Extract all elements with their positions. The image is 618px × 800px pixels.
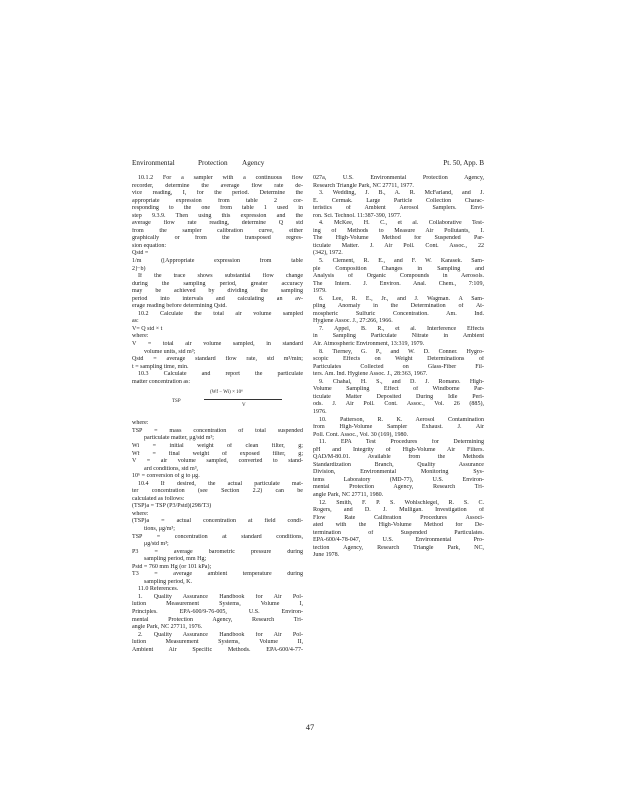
reference-line: Division, Environmental Monitoring Sys- bbox=[313, 469, 484, 476]
text-line: ter concentration (see Section 2.2) can be bbox=[132, 488, 303, 495]
text-line: responding to the one from table 1 used in bbox=[132, 205, 303, 212]
reference-line: ters. Am. Ind. Hygiene Assoc. J., 28:363, 1967. bbox=[313, 371, 428, 378]
text-line: graphically or from the transposed regres- bbox=[132, 235, 303, 242]
text-line: lution Measurement Systems, Volume I, bbox=[132, 601, 303, 608]
reference-line: angle Park, NC 27711, 1980. bbox=[313, 491, 384, 498]
text-line: during the sampling period, greater accuracy bbox=[132, 280, 303, 287]
text-line: V = total air volume sampled, in standard bbox=[132, 341, 303, 348]
text-line: 10.4 If desired, the actual particulate mat- bbox=[138, 480, 303, 487]
reference-line: The High-Volume Method for Suspended Par- bbox=[313, 235, 484, 242]
reference-line: Standardization Branch, Quality Assurance bbox=[313, 461, 484, 468]
tsp-formula-denominator: V bbox=[242, 403, 246, 409]
reference-line: from High-Volume Sampler Exhaust. J. Air bbox=[313, 424, 484, 431]
reference-line: The Intern. J. Environ. Anal. Chem., 7:109, bbox=[313, 280, 484, 287]
tsp-formula-lhs: TSP bbox=[172, 399, 181, 405]
text-line: Wi = initial weight of clean filter, g; bbox=[132, 442, 303, 449]
text-line: If the trace shows substantial flow change bbox=[138, 273, 303, 280]
reference-line: ing of Methods to Measure Air Pollutants, I. bbox=[313, 227, 484, 234]
text-line: 2]−b) bbox=[132, 265, 146, 272]
right-column bbox=[313, 175, 484, 560]
reference-line: teristics of Ambient Aerosol Samplers. Envi- bbox=[313, 205, 484, 212]
header-agency-word-1: Environmental bbox=[132, 159, 175, 167]
text-line: calculated as follows: bbox=[132, 495, 185, 502]
text-line: step 9.3.9. Then using this expression and the bbox=[132, 212, 303, 219]
text-line: V= Q std × t bbox=[132, 325, 163, 332]
reference-line: 027a, U.S. Environmental Protection Agency, bbox=[313, 175, 484, 181]
reference-line: mospheric Sulfuric Concentration. Am. Ind. bbox=[313, 310, 484, 317]
reference-line: QAD/M-80.01. Available from the Methods bbox=[313, 454, 484, 461]
reference-line: scopic Effects on Weight Determinations of bbox=[313, 356, 484, 363]
text-line: 10.2 Calculate the total air volume sampled bbox=[138, 310, 303, 317]
reference-line: June 1978. bbox=[313, 552, 340, 559]
text-line: 2. Quality Assurance Handbook for Air Pol- bbox=[138, 631, 303, 638]
text-line: where: bbox=[132, 510, 149, 517]
text-line: recorder, determine the average flow rate de- bbox=[132, 182, 303, 189]
reference-line: Analysis of Organic Compounds in Aerosols. bbox=[313, 273, 484, 280]
text-line: 10.3 Calculate and report the particulate bbox=[138, 371, 303, 378]
text-line: 1. Quality Assurance Handbook for Air Pol- bbox=[138, 593, 303, 600]
reference-line: pH and Integrity of High-Volume Air Filters. bbox=[313, 446, 484, 453]
reference-line: ated with the High-Volume Method for De- bbox=[313, 522, 484, 529]
text-line: ard conditions, std m³, bbox=[144, 465, 199, 472]
text-line: sampling period, K. bbox=[144, 578, 193, 585]
reference-line: 9. Chahal, H. S., and D. J. Romano. High- bbox=[319, 378, 484, 385]
reference-line: in Sampling Particulate Nitrate in Ambient bbox=[313, 333, 484, 340]
reference-line: 7. Appel, B. R., et al. Interference Effects bbox=[319, 325, 484, 332]
left-column-text-block-2 bbox=[132, 420, 303, 654]
reference-line: Volume Sampling Effect of Windborne Par- bbox=[313, 386, 484, 393]
text-line: Principles. EPA-600/9-76-005, U.S. Environ- bbox=[132, 608, 303, 615]
text-line: lution Measurement Systems, Volume II, bbox=[132, 639, 303, 646]
reference-line: 8. Tierney, G. P., and W. D. Conner. Hygro- bbox=[319, 348, 484, 355]
reference-line: Air. Atmospheric Environment, 13:319, 1979. bbox=[313, 341, 425, 348]
reference-line: Particulates Collected on Glass-Fiber Fil- bbox=[313, 363, 484, 370]
reference-line: ticulate Matter Deposited During Idle Peri- bbox=[313, 393, 484, 400]
text-line: volume units, std m³; bbox=[144, 348, 196, 355]
reference-line: Poll. Cont. Assoc., Vol. 30 (169), 1980. bbox=[313, 431, 409, 438]
tsp-formula-fraction-bar bbox=[204, 399, 282, 400]
text-line: period into intervals and calculating an av- bbox=[132, 295, 303, 302]
reference-line: 1979. bbox=[313, 288, 327, 295]
text-line: Pstd = 760 mm Hg (or 101 kPa); bbox=[132, 563, 212, 570]
reference-line: 10. Patterson, R. K. Aerosol Contamination bbox=[319, 416, 484, 423]
reference-line: EPA-600/4-78-047, U.S. Environmental Pro- bbox=[313, 537, 484, 544]
text-line: may be achieved by dividing the sampling bbox=[132, 288, 303, 295]
text-line: matter concentration as: bbox=[132, 378, 191, 385]
reference-line: pling Anomaly in the Determination of At- bbox=[313, 303, 484, 310]
text-line: t = sampling time, min. bbox=[132, 363, 189, 370]
reference-line: mental Protection Agency, Research Tri- bbox=[313, 484, 484, 491]
header-agency-word-2: Protection bbox=[198, 159, 228, 167]
text-line: TSP = concentration at standard conditions, bbox=[132, 533, 303, 540]
reference-line: 6. Lee, R. E., Jr., and J. Wagman. A Sam- bbox=[319, 295, 484, 302]
reference-line: 1976. bbox=[313, 408, 327, 415]
tsp-formula bbox=[132, 388, 303, 418]
text-line: (TSP)a = TSP (P3/Pstd)(298/T3) bbox=[132, 503, 212, 510]
text-line: μg/std m³; bbox=[144, 541, 169, 548]
text-line: Ambient Air Specific Methods. EPA-600/4-77- bbox=[132, 646, 303, 653]
text-line: Wf = final weight of exposed filter, g; bbox=[132, 450, 303, 457]
reference-line: tection Agency, Research Triangle Park, NC, bbox=[313, 544, 484, 551]
reference-line: termination of Suspended Particulates. bbox=[313, 529, 484, 536]
reference-line: 5. Clement, R. E., and F. W. Karasek. Sam- bbox=[319, 258, 484, 265]
text-line: 1/m ([Appropriate expression from table bbox=[132, 258, 303, 265]
text-line: tions, μg/m³; bbox=[144, 525, 175, 532]
text-line: erage reading before determining Qstd. bbox=[132, 303, 227, 310]
text-line: 11.0 References. bbox=[138, 586, 179, 593]
reference-line: Hygiene Assoc. J., 27:266, 1966. bbox=[313, 318, 393, 325]
text-line: appropriate expression from table 2 cor- bbox=[132, 197, 303, 204]
text-line: where: bbox=[132, 333, 149, 340]
reference-line: ple Composition Changes in Sampling and bbox=[313, 265, 484, 272]
header-agency-word-3: Agency bbox=[242, 159, 265, 167]
reference-line: 3. Wedding, J. B., A. R. McFarland, and J. bbox=[319, 190, 484, 197]
text-line: sion equation: bbox=[132, 242, 167, 249]
text-line: TSP = mass concentration of total suspended bbox=[132, 427, 303, 434]
header-part-appendix: Pt. 50, App. B bbox=[443, 159, 484, 167]
reference-line: 12. Smith, F. P. S. Wohlschlegel, R. S. C. bbox=[319, 499, 484, 506]
reference-line: Rogers, and D. J. Mulligan. Investigation of bbox=[313, 507, 484, 514]
text-line: 10.1.2 For a sampler with a continuous flow bbox=[138, 175, 303, 181]
text-line: Qstd = bbox=[132, 250, 149, 257]
text-line: particulate matter, μg/std m³; bbox=[144, 435, 214, 442]
text-line: V = air volume sampled, converted to stand- bbox=[132, 458, 303, 465]
reference-line: tems Laboratory (MD-77), U.S. Environ- bbox=[313, 476, 484, 483]
left-column-text-block-1 bbox=[132, 175, 303, 386]
text-line: vice reading, I, for the period. Determine the bbox=[132, 190, 303, 197]
page-number: 47 bbox=[305, 722, 315, 732]
reference-line: E. Cermak. Large Particle Collection Charac- bbox=[313, 197, 484, 204]
reference-line: (342), 1972. bbox=[313, 250, 343, 257]
text-line: Qstd = average standard flow rate, std m³/min; bbox=[132, 356, 303, 363]
reference-line: ticulate Matter. J. Air Poll. Cont. Assoc., 22 bbox=[313, 242, 484, 249]
text-line: 10⁶ = conversion of g to μg. bbox=[132, 473, 200, 480]
reference-line: ron. Sci. Technol. 11:387-390, 1977. bbox=[313, 212, 402, 219]
reference-line: 11. EPA Test Procedures for Determining bbox=[319, 439, 484, 446]
reference-line: 4. McKee, H. C., et al. Collaborative Test- bbox=[319, 220, 484, 227]
left-column bbox=[132, 175, 303, 654]
right-column-references bbox=[313, 175, 484, 560]
text-line: P3 = average barometric pressure during bbox=[132, 548, 303, 555]
text-line: from the sampler calibration curve, either bbox=[132, 227, 303, 234]
text-line: mental Protection Agency, Research Tri- bbox=[132, 616, 303, 623]
text-line: average flow rate reading, determine Q std bbox=[132, 220, 303, 227]
text-line: angle Park, NC 27711, 1976. bbox=[132, 624, 203, 631]
text-line: as: bbox=[132, 318, 139, 325]
reference-line: Flow Rate Calibration Procedures Associ- bbox=[313, 514, 484, 521]
text-line: T3 = average ambient temperature during bbox=[132, 571, 303, 578]
text-line: sampling period, mm Hg; bbox=[144, 556, 207, 563]
running-header bbox=[132, 157, 484, 169]
text-line: (TSP)a = actual concentration at field condi- bbox=[132, 518, 303, 525]
reference-line: Research Triangle Park, NC 27711, 1977. bbox=[313, 182, 414, 189]
reference-line: ods. J. Air Poll. Cont. Assoc., Vol. 26 (885), bbox=[313, 401, 484, 408]
text-line: where: bbox=[132, 420, 149, 427]
tsp-formula-numerator: (Wf − Wi) × 10⁶ bbox=[210, 390, 243, 396]
